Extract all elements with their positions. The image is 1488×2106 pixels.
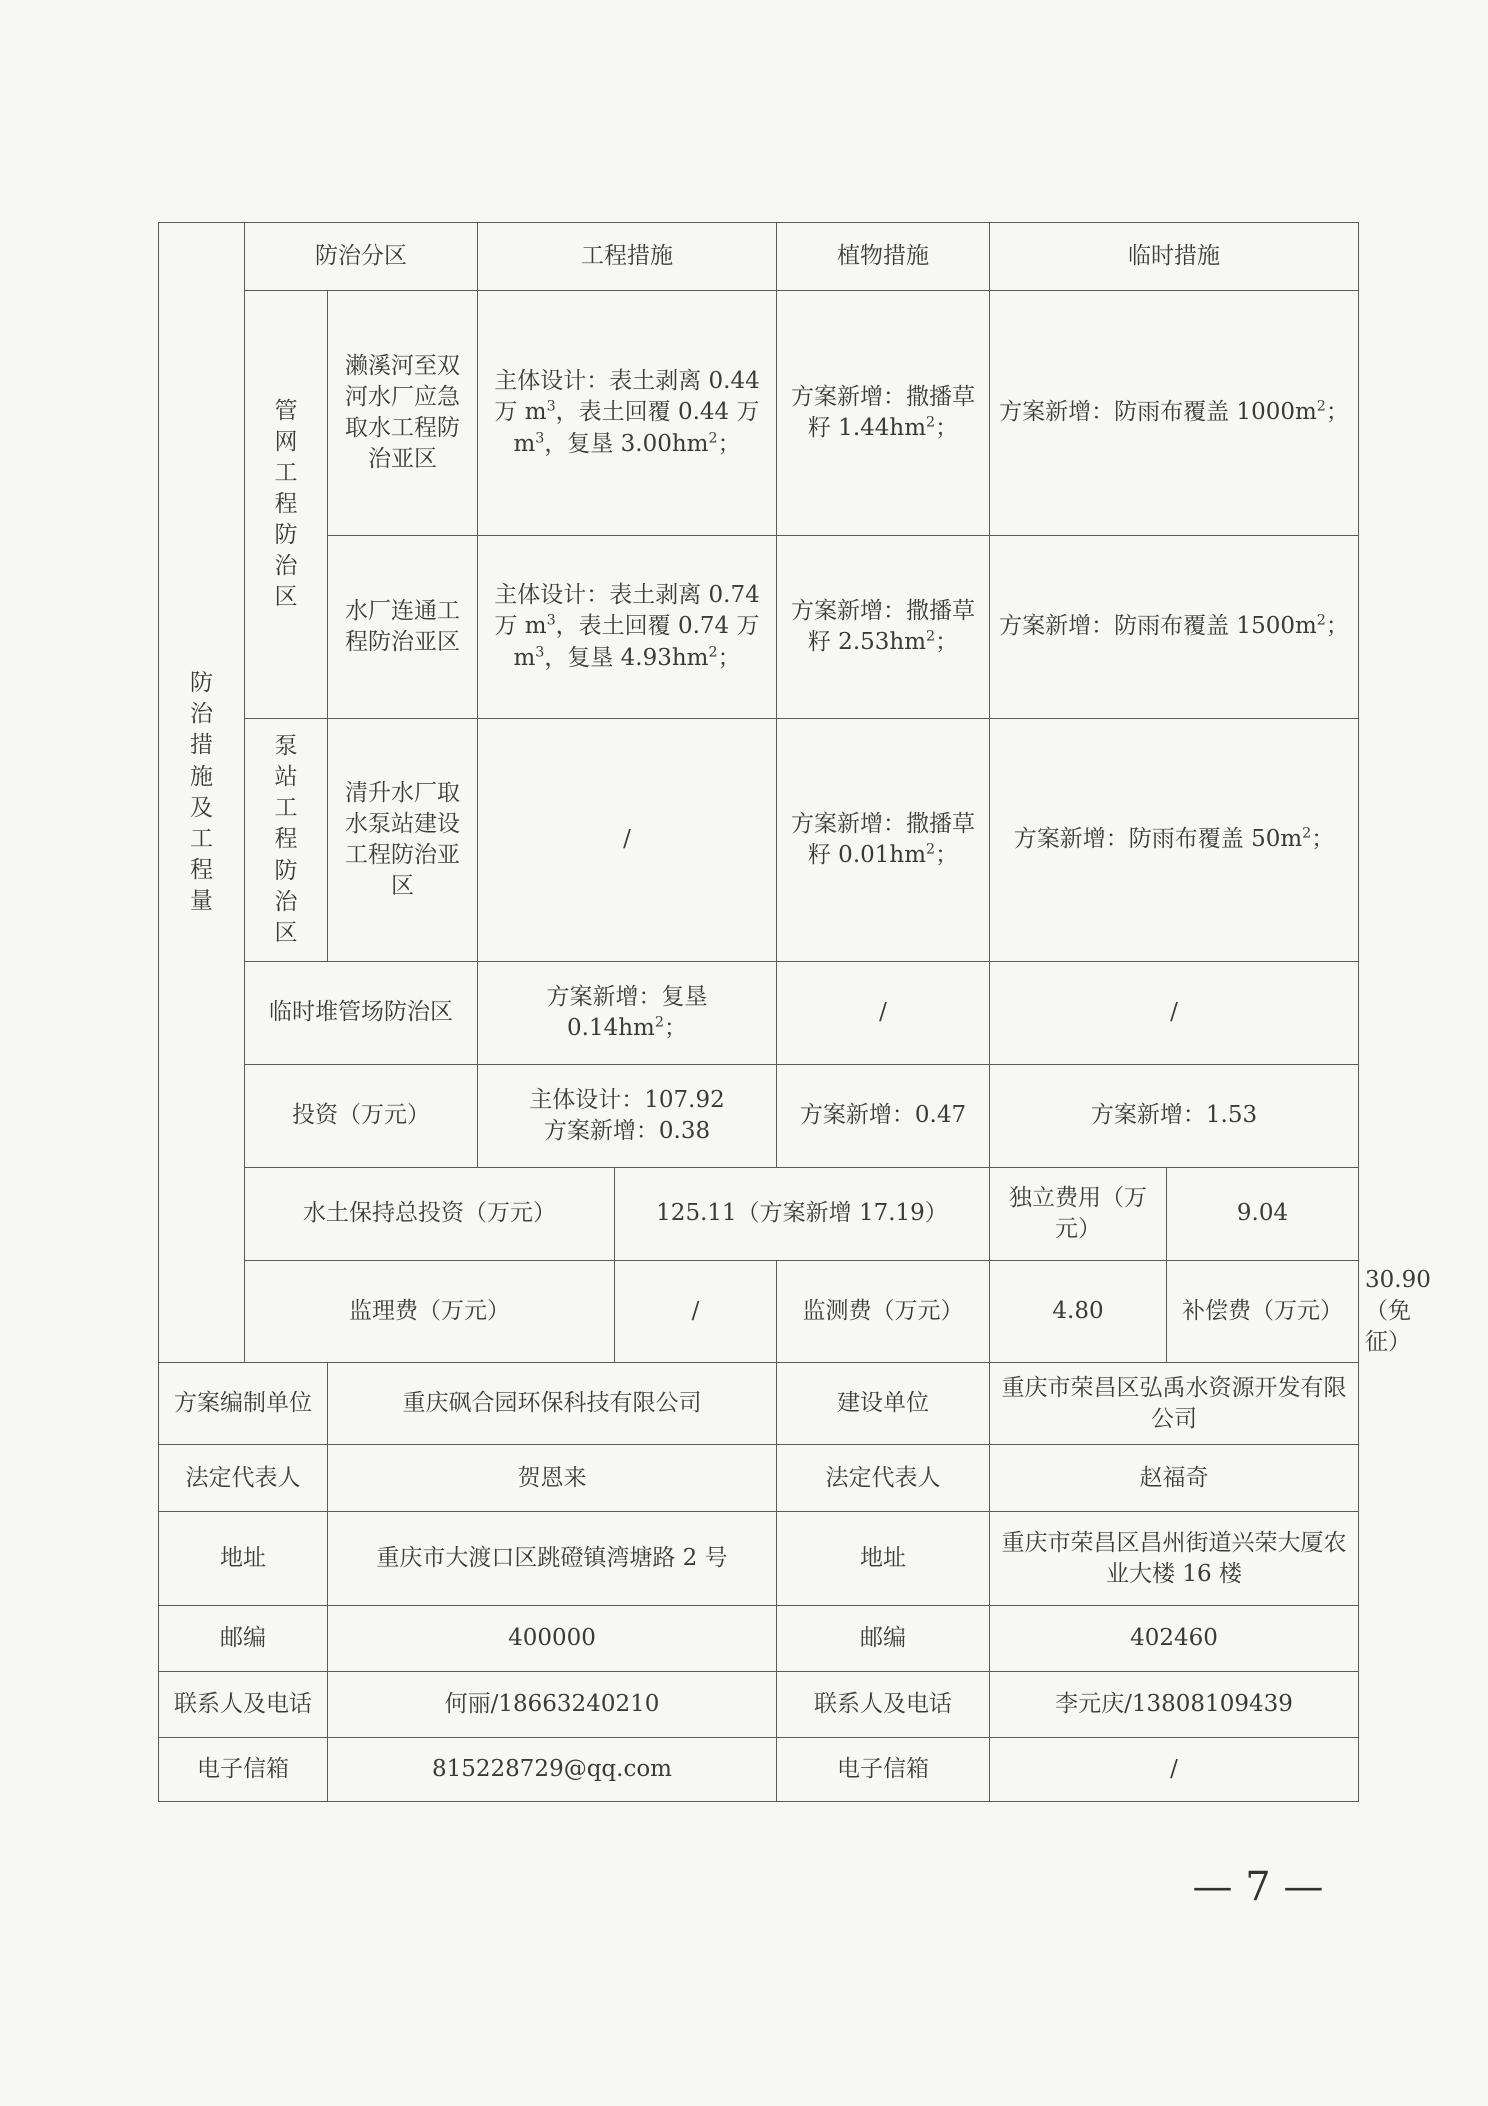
address-value-right: 重庆市荣昌区昌州街道兴荣大厦农业大楼 16 楼 xyxy=(990,1512,1359,1606)
email-value-right: / xyxy=(990,1738,1359,1802)
supervision-fee-value: / xyxy=(615,1261,777,1363)
investment-engineering: 主体设计：107.92 方案新增：0.38 xyxy=(478,1065,777,1168)
temporary-cell: / xyxy=(990,962,1359,1065)
storage-zone-cell: 临时堆管场防治区 xyxy=(245,962,478,1065)
zone-cell: 濑溪河至双河水厂应急取水工程防治亚区 xyxy=(328,291,478,536)
engineering-cell: 主体设计：表土剥离 0.74 万 $m^3$，表土回覆 0.74 万 $m^3$，复垦 $4.93hm^2$； xyxy=(478,536,777,719)
investment-plant: 方案新增：0.47 xyxy=(777,1065,990,1168)
plant-cell: 方案新增：撒播草籽 $0.01hm^2$； xyxy=(777,719,990,962)
legal-rep-label-right: 法定代表人 xyxy=(777,1445,990,1512)
total-investment-label: 水土保持总投资（万元） xyxy=(245,1168,615,1261)
page-number: — 7 — xyxy=(1192,1864,1324,1910)
section-label: 防治措施及工程量 xyxy=(189,670,213,914)
email-row xyxy=(159,1738,1359,1802)
table-row xyxy=(159,291,1359,536)
engineering-cell: 方案新增：复垦 $0.14hm^2$； xyxy=(478,962,777,1065)
total-investment-value: 125.11（方案新增 17.19） xyxy=(615,1168,990,1261)
postcode-value-right: 402460 xyxy=(990,1606,1359,1672)
postcode-value-left: 400000 xyxy=(328,1606,777,1672)
temporary-cell: 方案新增：防雨布覆盖 $1000m^2$； xyxy=(990,291,1359,536)
email-label-right: 电子信箱 xyxy=(777,1738,990,1802)
investment-row xyxy=(159,1065,1359,1168)
table-row xyxy=(159,536,1359,719)
pump-group-cell xyxy=(245,719,328,962)
investment-temporary: 方案新增：1.53 xyxy=(990,1065,1359,1168)
postcode-row xyxy=(159,1606,1359,1672)
construction-unit-label: 建设单位 xyxy=(777,1363,990,1445)
independent-cost-label: 独立费用（万元） xyxy=(990,1168,1167,1261)
engineering-cell: / xyxy=(478,719,777,962)
contact-label-right: 联系人及电话 xyxy=(777,1672,990,1738)
pump-group-label: 泵站工程防治区 xyxy=(274,733,298,946)
email-label-left: 电子信箱 xyxy=(159,1738,328,1802)
zone-cell: 清升水厂取水泵站建设工程防治亚区 xyxy=(328,719,478,962)
unit-row xyxy=(159,1363,1359,1445)
section-label-cell xyxy=(159,223,245,1363)
address-row xyxy=(159,1512,1359,1606)
legal-rep-row xyxy=(159,1445,1359,1512)
email-value-left: 815228729@qq.com xyxy=(328,1738,777,1802)
header-temporary: 临时措施 xyxy=(990,223,1359,291)
header-zone: 防治分区 xyxy=(245,223,478,291)
temporary-cell: 方案新增：防雨布覆盖 $50m^2$； xyxy=(990,719,1359,962)
contact-value-left: 何丽/18663240210 xyxy=(328,1672,777,1738)
monitoring-fee-value: 4.80 xyxy=(990,1261,1167,1363)
table-row xyxy=(159,962,1359,1065)
table-row xyxy=(159,719,1359,962)
contact-value-right: 李元庆/13808109439 xyxy=(990,1672,1359,1738)
address-value-left: 重庆市大渡口区跳磴镇湾塘路 2 号 xyxy=(328,1512,777,1606)
pipe-group-label: 管网工程防治区 xyxy=(274,397,298,611)
contact-row xyxy=(159,1672,1359,1738)
supervision-fee-label: 监理费（万元） xyxy=(245,1261,615,1363)
legal-rep-value-left: 贺恩来 xyxy=(328,1445,777,1512)
fees-row: 监理费（万元） / 监测费（万元） 4.80 补偿费（万元） 30.90（免征） xyxy=(159,1261,1359,1363)
pipe-group-cell xyxy=(245,291,328,719)
zone-cell: 水厂连通工程防治亚区 xyxy=(328,536,478,719)
contact-label-left: 联系人及电话 xyxy=(159,1672,328,1738)
plant-cell: 方案新增：撒播草籽 $2.53hm^2$； xyxy=(777,536,990,719)
compensation-fee-label: 补偿费（万元） xyxy=(1167,1261,1359,1363)
header-plant: 植物措施 xyxy=(777,223,990,291)
engineering-cell: 主体设计：表土剥离 0.44 万 $m^3$，表土回覆 0.44 万 $m^3$，复垦 $3.00hm^2$； xyxy=(478,291,777,536)
address-label-left: 地址 xyxy=(159,1512,328,1606)
prep-unit-label: 方案编制单位 xyxy=(159,1363,328,1445)
header-row xyxy=(159,223,1359,291)
independent-cost-value: 9.04 xyxy=(1167,1168,1359,1261)
prep-unit-value: 重庆砜合园环保科技有限公司 xyxy=(328,1363,777,1445)
soil-conservation-form-table xyxy=(158,222,1431,1802)
investment-label: 投资（万元） xyxy=(245,1065,478,1168)
construction-unit-value: 重庆市荣昌区弘禹水资源开发有限公司 xyxy=(990,1363,1359,1445)
postcode-label-left: 邮编 xyxy=(159,1606,328,1672)
legal-rep-label-left: 法定代表人 xyxy=(159,1445,328,1512)
header-engineering: 工程措施 xyxy=(478,223,777,291)
address-label-right: 地址 xyxy=(777,1512,990,1606)
legal-rep-value-right: 赵福奇 xyxy=(990,1445,1359,1512)
total-row xyxy=(159,1168,1359,1261)
monitoring-fee-label: 监测费（万元） xyxy=(777,1261,990,1363)
temporary-cell: 方案新增：防雨布覆盖 $1500m^2$； xyxy=(990,536,1359,719)
plant-cell: / xyxy=(777,962,990,1065)
plant-cell: 方案新增：撒播草籽 $1.44hm^2$； xyxy=(777,291,990,536)
postcode-label-right: 邮编 xyxy=(777,1606,990,1672)
